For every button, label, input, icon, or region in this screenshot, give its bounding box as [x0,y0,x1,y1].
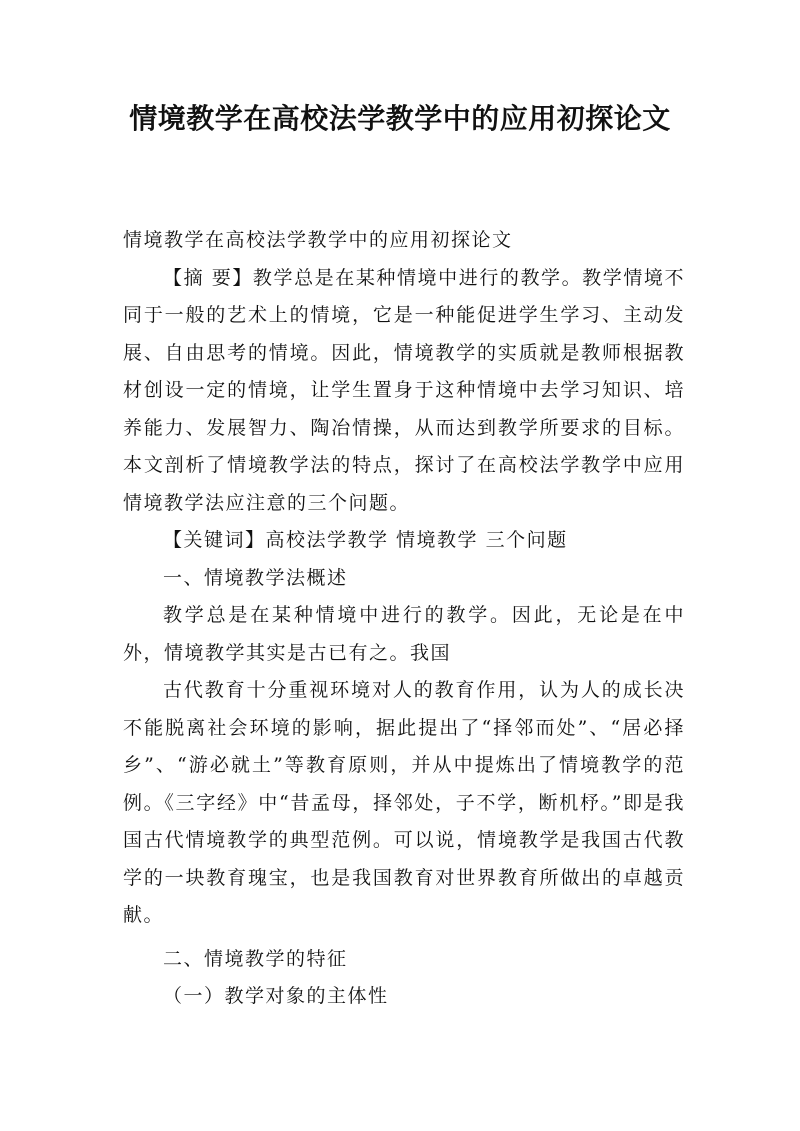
document-title: 情境教学在高校法学教学中的应用初探论文 [129,102,671,135]
paragraph-body-2: 古代教育十分重视环境对人的教育作用，认为人的成长决不能脱离社会环境的影响，据此提出了“择邻而处”、“居必择乡”、“游必就土”等教育原则，并从中提炼出了情境教学的范例。《三字经》中“昔孟母，择邻处，子不学，断机杼。”即是我国古代情境教学的典型范例。可以说，情境教学是我国古代教学的一块教育瑰宝，也是我国教育对世界教育所做出的卓越贡献。 [123,679,685,926]
document-body [123,222,685,1016]
paragraph-repeat-title: 情境教学在高校法学教学中的应用初探论文 [123,229,513,251]
subsection-heading-1: （一）教学对象的主体性 [163,985,389,1007]
paragraph-abstract: 【摘 要】教学总是在某种情境中进行的教学。教学情境不同于一般的艺术上的情境，它是一种能促进学生学习、主动发展、自由思考的情境。因此，情境教学的实质就是教师根据教材创设一定的情境，让学生置身于这种情境中去学习知识、培养能力、发展智力、陶冶情操，从而达到教学所要求的目标。本文剖析了情境教学法的特点，探讨了在高校法学教学中应用情境教学法应注意的三个问题。 [123,266,685,514]
paragraph-body-1: 教学总是在某种情境中进行的教学。因此，无论是在中外，情境教学其实是古已有之。我国 [123,604,685,664]
section-heading-1: 一、情境教学法概述 [163,566,348,589]
paragraph-keywords: 【关键词】高校法学教学 情境教学 三个问题 [163,529,568,551]
section-heading-2: 二、情境教学的特征 [163,947,348,970]
